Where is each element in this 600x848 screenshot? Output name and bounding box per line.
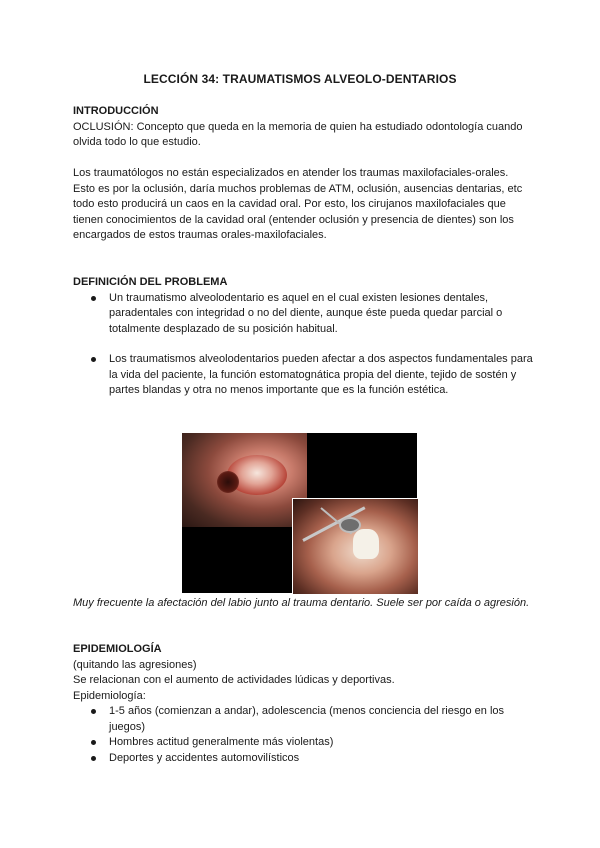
epidemiology-label: Epidemiología: xyxy=(73,689,146,702)
intro-paragraph-1: OCLUSIÓN: Concepto que queda en la memoria de quien ha estudiado odontología cuando olvida todo lo que estudio. xyxy=(73,120,523,148)
intro-section xyxy=(73,104,533,151)
epidemiology-paragraph: Se relacionan con el aumento de actividades lúdicas y deportivas. xyxy=(73,674,395,686)
figure-caption-block xyxy=(73,596,533,612)
definition-list xyxy=(73,291,533,338)
intro-paragraph-2-block xyxy=(73,166,533,244)
dental-exam-photo xyxy=(292,498,418,594)
lip-injury-photo xyxy=(182,433,307,527)
list-item: 1-5 años (comienzan a andar), adolescencia (menos conciencia del riesgo en los juegos) xyxy=(73,704,533,735)
page-title: LECCIÓN 34: TRAUMATISMOS ALVEOLO-DENTARIOS xyxy=(143,72,457,86)
definition-section-2 xyxy=(73,352,533,399)
intro-paragraph-2: Los traumatólogos no están especializados en atender los traumas maxilofaciales-orales. Esto es por la oclusión, daría muchos problemas de ATM, oclusión, ausencias dentarias, etc todo esto producirá un caos en la cavidad oral. Por esto, los cirujanos maxilofaciales que tienen conocimientos de la cavidad oral (entender oclusión y presencia de dientes) son los encargados de estos traumas orales-maxilofaciales. xyxy=(73,167,523,241)
tooth-shape xyxy=(353,529,379,559)
definition-list-2 xyxy=(73,352,533,399)
list-item: Los traumatismos alveolodentarios pueden afectar a dos aspectos fundamentales para la vida del paciente, la función estomatognática propia del diente, tejido de sostén y partes blandas y otra no menos importante que es la función estética. xyxy=(73,352,533,399)
definition-section xyxy=(73,275,533,337)
epidemiology-list xyxy=(73,704,533,766)
epidemiology-note: (quitando las agresiones) xyxy=(73,658,197,671)
epidemiology-heading: EPIDEMIOLOGÍA xyxy=(73,643,162,655)
wound-shape xyxy=(217,471,239,493)
list-item: Deportes y accidentes automovilísticos xyxy=(73,751,533,767)
figure-caption: Muy frecuente la afectación del labio junto al trauma dentario. Suele ser por caída o agresión. xyxy=(73,597,530,609)
intro-heading: INTRODUCCIÓN xyxy=(73,105,159,117)
list-item: Hombres actitud generalmente más violentas) xyxy=(73,735,533,751)
dental-mirror-shape xyxy=(339,517,361,533)
trauma-photo-collage xyxy=(182,433,417,593)
list-item: Un traumatismo alveolodentario es aquel en el cual existen lesiones dentales, paradentales con integridad o no del diente, aunque éste pueda quedar parcial o totalmente desplazado de su posición habitual. xyxy=(73,291,533,338)
definition-heading: DEFINICIÓN DEL PROBLEMA xyxy=(73,276,228,288)
epidemiology-section xyxy=(73,642,533,766)
